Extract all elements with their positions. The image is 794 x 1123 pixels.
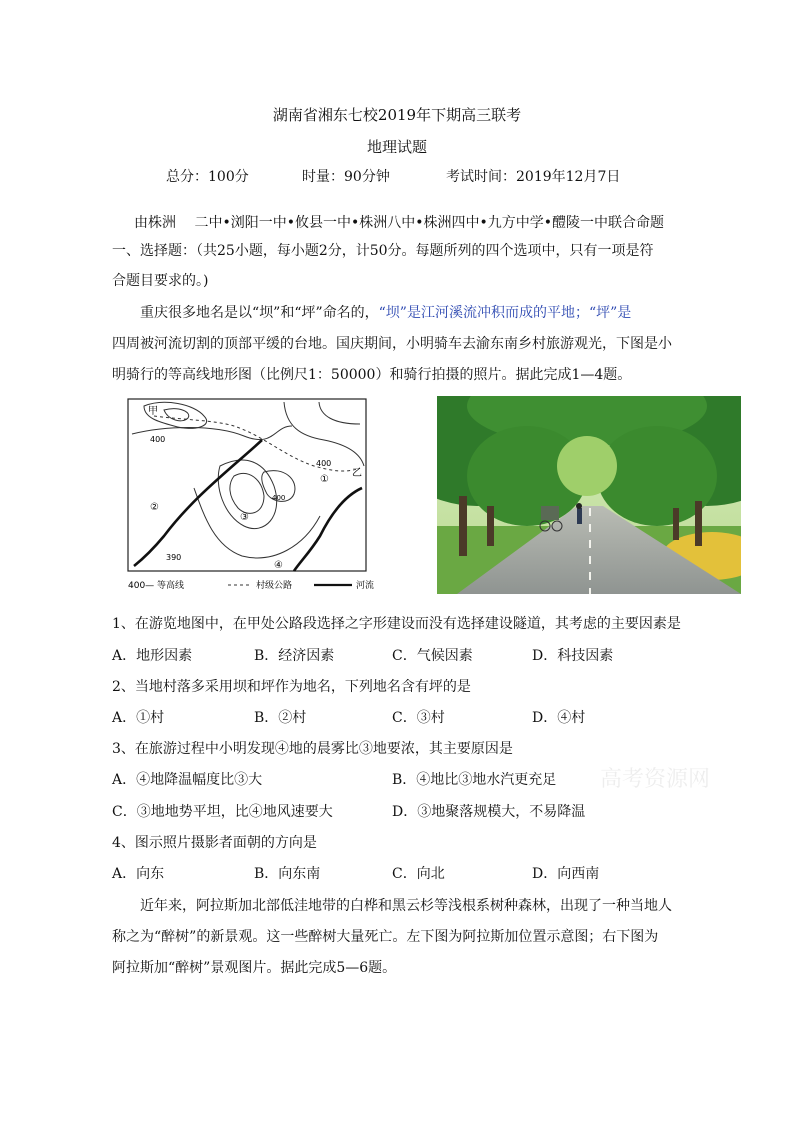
exam-date: 考试时间：2019年12月7日 (446, 169, 621, 185)
q3-option-a[interactable]: A．④地降温幅度比③大 (112, 772, 263, 788)
q2-option-c[interactable]: C．③村 (392, 710, 445, 726)
q2-option-d[interactable]: D．④村 (532, 710, 586, 726)
watermark: 高考资源网 (600, 767, 711, 792)
passage1-line1-b: “坝”是江河溪流冲积而成的平地；“坪”是 (378, 305, 632, 321)
passage1-line1-a: 重庆很多地名是以“坝”和“坪”命名的， (140, 305, 379, 321)
total-score: 总分：100分 (166, 169, 249, 185)
exam-duration: 时量：90分钟 (302, 169, 390, 185)
q3-option-c[interactable]: C．③地地势平坦，比④地风速要大 (112, 804, 333, 820)
q4-option-d[interactable]: D．向西南 (532, 866, 600, 882)
legend-road: 村级公路 (256, 581, 293, 591)
section-heading-cont: 合题目要求的。) (112, 273, 209, 289)
question-2-stem: 2、当地村落多采用坝和坪作为地名，下列地名含有坪的是 (112, 679, 471, 695)
legend-river: 河流 (356, 581, 375, 591)
section-heading: 一、选择题：（共25小题，每小题2分，计50分。每题所列的四个选项中，只有一项是符 (112, 243, 654, 259)
contour-label-400c: 400 (272, 494, 286, 502)
village-1: ① (320, 474, 329, 485)
q1-option-b[interactable]: B．经济因素 (254, 648, 335, 664)
q3-option-d[interactable]: D．③地聚落规模大，不易降温 (392, 804, 586, 820)
exam-title: 湖南省湘东七校2019年下期高三联考 (272, 106, 522, 124)
question-1-stem: 1、在游览地图中，在甲处公路段选择之字形建设而没有选择建设隧道，其考虑的主要因素是 (112, 616, 681, 632)
q4-option-c[interactable]: C．向北 (392, 866, 445, 882)
q2-option-b[interactable]: B．②村 (254, 710, 307, 726)
q4-option-a[interactable]: A．向东 (112, 866, 165, 882)
point-yi: 乙 (352, 468, 362, 479)
q1-option-c[interactable]: C．气候因素 (392, 648, 473, 664)
contour-map-svg (124, 396, 386, 596)
subject-title: 地理试题 (366, 138, 427, 156)
contour-label-390: 390 (166, 553, 182, 562)
q2-option-a[interactable]: A．①村 (112, 710, 165, 726)
passage1-line2: 四周被河流切割的顶部平缓的台地。国庆期间，小明骑车去渝东南乡村旅游观光，下图是小 (112, 336, 672, 352)
road-photo (437, 396, 741, 594)
village-2: ② (150, 502, 159, 513)
question-4-stem: 4、图示照片摄影者面朝的方向是 (112, 835, 317, 851)
passage1-line1 (140, 302, 631, 322)
road-photo-svg (437, 396, 741, 594)
passage1-line3: 明骑行的等高线地形图（比例尺1：50000）和骑行拍摄的照片。据此完成1—4题。 (112, 367, 632, 383)
contour-label-400a: 400 (150, 435, 166, 444)
legend-contour: 400— 等高线 (128, 581, 185, 591)
point-jia: 甲 (148, 406, 158, 417)
village-4: ④ (274, 560, 283, 571)
passage2-line2: 称之为“醉树”的新景观。这一些醉树大量死亡。左下图为阿拉斯加位置示意图；右下图为 (112, 929, 659, 945)
schools-line: 由株洲 二中•浏阳一中•攸县一中•株洲八中•株洲四中•九方中学•醴陵一中联合命题 (134, 215, 664, 231)
map-frame (128, 399, 366, 571)
q1-option-d[interactable]: D．科技因素 (532, 648, 614, 664)
passage2-line1: 近年来，阿拉斯加北部低洼地带的白桦和黑云杉等浅根系树种森林，出现了一种当地人 (140, 898, 672, 914)
q3-option-b[interactable]: B．④地比③地水汽更充足 (392, 772, 557, 788)
question-3-stem: 3、在旅游过程中小明发现④地的晨雾比③地要浓，其主要原因是 (112, 741, 513, 757)
q4-option-b[interactable]: B．向东南 (254, 866, 321, 882)
contour-map (124, 396, 386, 596)
contour-label-400b: 400 (316, 459, 332, 468)
q1-option-a[interactable]: A．地形因素 (112, 648, 193, 664)
passage2-line3: 阿拉斯加“醉树”景观图片。据此完成5—6题。 (112, 960, 397, 976)
village-3: ③ (240, 512, 249, 523)
